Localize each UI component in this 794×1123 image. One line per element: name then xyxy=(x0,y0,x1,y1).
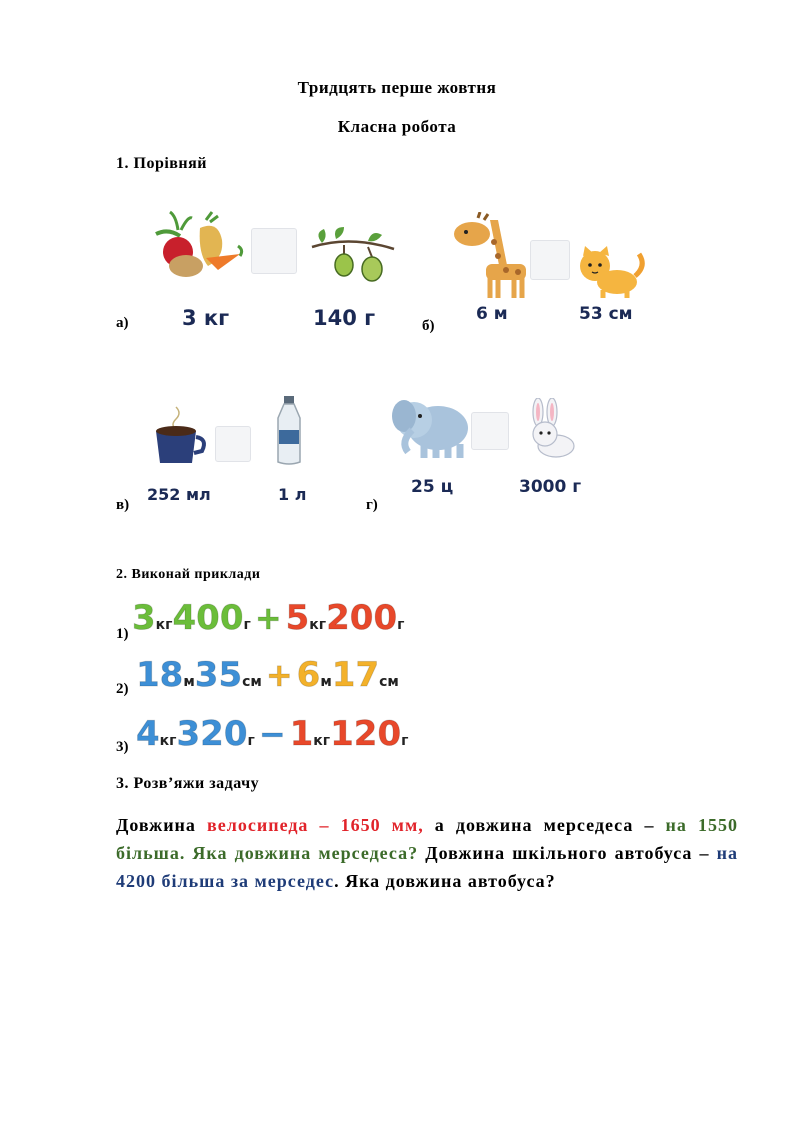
example1-u2: г xyxy=(243,617,251,633)
example1-a1: 3 xyxy=(132,598,156,638)
rabbit-icon xyxy=(526,398,580,460)
task3-part-4: на 1550 більша. Яка довжина мерседеса? xyxy=(116,815,739,863)
example1-op: + xyxy=(254,599,282,637)
example1-b1: 5 xyxy=(285,598,310,638)
compare-box-c[interactable] xyxy=(215,426,251,462)
example2-b2: 17 xyxy=(331,655,380,695)
example3-u1: кг xyxy=(159,733,177,749)
compare-box-d[interactable] xyxy=(471,412,509,450)
example2-op: + xyxy=(265,656,293,694)
example1-u3: кг xyxy=(309,617,327,633)
value-d-right: 3000 г xyxy=(519,477,582,497)
elephant-icon xyxy=(390,392,472,460)
example2-u3: м xyxy=(320,674,332,690)
example3-op: − xyxy=(258,715,286,753)
water-bottle-icon xyxy=(274,396,304,466)
task3-heading: 3. Розв’яжи задачу xyxy=(116,775,260,792)
marker-c: в) xyxy=(116,497,130,513)
example3-u4: г xyxy=(401,733,409,749)
example3-b1: 1 xyxy=(289,714,314,754)
marker-d: г) xyxy=(366,497,378,513)
vegetables-icon xyxy=(148,210,246,282)
compare-box-a[interactable] xyxy=(251,228,297,274)
value-b-right: 53 см xyxy=(579,304,633,324)
example2-marker: 2) xyxy=(116,681,129,697)
task3-part-5: Довжина шкільного автобуса – xyxy=(418,843,717,863)
cat-icon xyxy=(575,246,645,300)
value-a-right: 140 г xyxy=(313,306,376,330)
example1-u1: кг xyxy=(155,617,173,633)
marker-b: б) xyxy=(422,318,435,334)
example3-a2: 320 xyxy=(176,714,248,754)
marker-a: а) xyxy=(116,315,129,331)
value-b-left: 6 м xyxy=(476,304,508,324)
example1-expression xyxy=(132,598,404,638)
example1-marker: 1) xyxy=(116,626,129,642)
example3-u2: г xyxy=(247,733,255,749)
example2-b1: 6 xyxy=(296,655,321,695)
compare-box-b[interactable] xyxy=(530,240,570,280)
value-d-left: 25 ц xyxy=(411,477,454,497)
task3-part-2: велосипеда – 1650 мм, xyxy=(207,815,424,835)
value-c-left: 252 мл xyxy=(147,485,211,504)
giraffe-icon xyxy=(450,212,528,300)
task3-problem-text xyxy=(116,811,738,895)
task3-part-1: Довжина xyxy=(116,815,208,835)
example3-expression xyxy=(136,714,408,754)
task3-part-3: а довжина мерседеса – xyxy=(423,815,666,835)
coffee-cup-icon xyxy=(152,405,208,467)
value-c-right: 1 л xyxy=(278,485,307,504)
example2-expression xyxy=(136,655,399,695)
example1-a2: 400 xyxy=(172,598,244,638)
example2-u1: м xyxy=(183,674,195,690)
example3-b2: 120 xyxy=(330,714,402,754)
task2-heading: 2. Виконай приклади xyxy=(116,567,261,582)
example3-marker: 3) xyxy=(116,739,129,755)
example2-a2: 35 xyxy=(194,655,243,695)
task3-part-6: на 4200 більша за мерседес xyxy=(116,843,738,891)
example1-b2: 200 xyxy=(326,598,398,638)
task1-heading: 1. Порівняй xyxy=(116,155,208,172)
value-a-left: 3 кг xyxy=(182,306,230,330)
example1-u4: г xyxy=(397,617,405,633)
example2-u2: см xyxy=(242,674,262,690)
example2-u4: см xyxy=(379,674,399,690)
example2-a1: 18 xyxy=(136,655,184,695)
task3-part-7: . Яка довжина автобуса? xyxy=(334,871,556,891)
page-date: Тридцять перше жовтня xyxy=(297,78,497,97)
gooseberry-branch-icon xyxy=(310,225,396,283)
example3-a1: 4 xyxy=(136,714,160,754)
page-subtitle: Класна робота xyxy=(337,117,457,136)
example3-u3: кг xyxy=(313,733,331,749)
